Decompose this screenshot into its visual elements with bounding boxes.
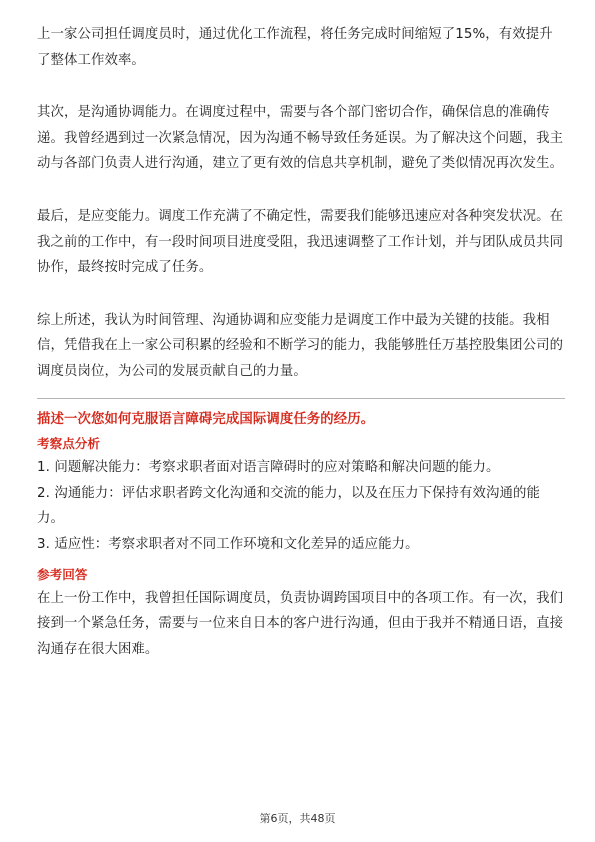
paragraph-communication: 其次，是沟通协调能力。在调度过程中，需要与各个部门密切合作，确保信息的准确传递。我曾经遇到过一次紧急情况，因为沟通不畅导致任务延误。为了解决这个问题，我主动与各部门负责人进行沟通，建立了更有效的信息共享机制，避免了类似情况再次发生。: [37, 105, 564, 172]
analysis-item: 3. 适应性：考察求职者对不同工作环境和文化差异的适应能力。: [37, 536, 419, 552]
answer-text: 在上一份工作中，我曾担任国际调度员，负责协调跨国项目中的各项工作。有一次，我们接到一个紧急任务，需要与一位来自日本的客户进行沟通，但由于我并不精通日语，直接沟通存在很大困难。: [37, 590, 564, 657]
paragraph-summary: 综上所述，我认为时间管理、沟通协调和应变能力是调度工作中最为关键的技能。我相信，凭借我在上一家公司积累的经验和不断学习的能力，我能够胜任万基控股集团公司的调度员岗位，为公司的发展贡献自己的力量。: [37, 312, 564, 379]
page-content: [37, 22, 565, 662]
answer-heading: 参考回答: [37, 566, 88, 582]
section-divider: [37, 398, 565, 399]
paragraph-efficiency: 上一家公司担任调度员时，通过优化工作流程，将任务完成时间缩短了15%，有效提升了整体工作效率。: [37, 27, 553, 68]
analysis-item: 1. 问题解决能力：考察求职者面对语言障碍时的应对策略和解决问题的能力。: [37, 460, 500, 476]
paragraph-adaptability: 最后，是应变能力。调度工作充满了不确定性，需要我们能够迅速应对各种突发状况。在我之前的工作中，有一段时间项目进度受阻，我迅速调整了工作计划，并与团队成员共同协作，最终按时完成了任务。: [37, 208, 564, 276]
page-number: 第6页，共48页: [259, 812, 336, 825]
analysis-item: 2. 沟通能力：评估求职者跨文化沟通和交流的能力，以及在压力下保持有效沟通的能力。: [37, 485, 540, 527]
interview-question: 描述一次您如何克服语言障碍完成国际调度任务的经历。: [37, 411, 375, 427]
analysis-heading: 考察点分析: [37, 436, 100, 452]
